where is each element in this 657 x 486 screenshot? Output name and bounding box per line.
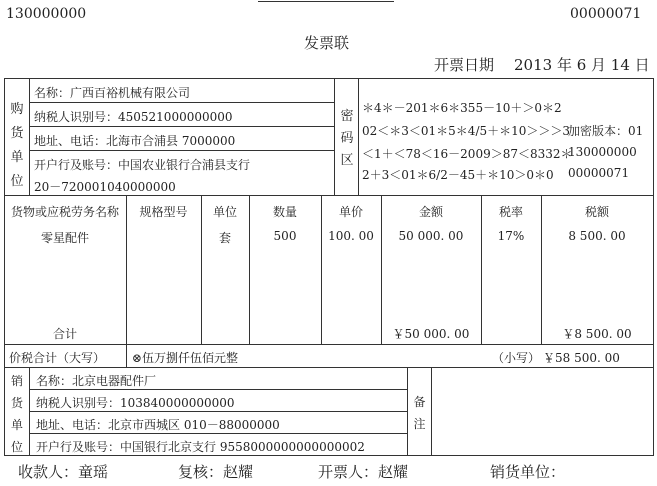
- seller-bank: 开户行及账号：中国银行北京支行 9558000000000000002: [36, 440, 365, 454]
- buyer-divider: [29, 78, 30, 195]
- invoice-number: 00000071: [570, 6, 642, 22]
- items-bottom: [4, 344, 654, 345]
- header-rule: [258, 1, 394, 2]
- cipher-line-4: 2＋3＜01＊6/2－45＋＊10＞0＊0: [362, 168, 554, 182]
- seller-row-line-2: [29, 411, 407, 412]
- drawer: 开票人：赵耀: [318, 463, 409, 481]
- cipher-line-3: ＜1＋＜78＜16－2009＞87＜8332＊: [362, 147, 573, 161]
- col-header-name: 货物或应税劳务名称: [10, 205, 119, 219]
- buyer-row-line-3: [29, 150, 334, 151]
- row-1-amount: 50 000. 00: [398, 229, 464, 243]
- seller-unit: 销货单位：: [490, 463, 566, 481]
- col-header-qty: 数量: [272, 205, 297, 219]
- invoice-code: 130000000: [6, 6, 87, 22]
- buyer-side-label: 购 货 单 位: [10, 102, 24, 189]
- buyer-cipher-divider: [334, 78, 335, 195]
- buyer-tax-id: 纳税人识别号：450521000000000: [34, 110, 233, 124]
- col-header-spec: 规格型号: [139, 205, 188, 219]
- seller-tax-id: 纳税人识别号：103840000000000: [36, 396, 235, 410]
- seller-row-line-1: [29, 389, 407, 390]
- buyer-address: 地址、电话：北海市合浦县 7000000: [34, 134, 236, 148]
- row-1-qty: 500: [273, 229, 297, 243]
- seller-side-label: 销 货 单 位: [10, 374, 23, 454]
- row-1-tax-rate: 17%: [497, 229, 525, 243]
- col-header-unit: 单位: [212, 205, 237, 219]
- grand-total-small-value: ￥58 500. 00: [543, 351, 620, 365]
- cipher-line-2: 02＜＊3＜01＊5＊4/5＋＊10＞＞＞3: [362, 124, 571, 138]
- col-header-tax-rate: 税率: [498, 205, 523, 219]
- buyer-bank-account: 20－720001040000000: [34, 180, 176, 194]
- grand-total-in-words: ⊗伍万捌仟伍佰元整: [132, 351, 239, 365]
- payee: 收款人：童瑶: [18, 463, 109, 481]
- row-1-price: 100. 00: [328, 229, 374, 243]
- seller-name: 名称：北京电器配件厂: [36, 374, 157, 388]
- seller-address: 地址、电话：北京市西城区 010－88000000: [36, 418, 280, 432]
- row-1-name: 零星配件: [40, 231, 89, 245]
- cipher-number: 00000071: [568, 166, 630, 180]
- col-header-tax-amount: 税额: [584, 205, 609, 219]
- row-1-tax-amount: 8 500. 00: [568, 229, 626, 243]
- page-title: 发票联: [304, 34, 350, 52]
- buyer-name: 名称：广西百裕机械有限公司: [34, 86, 191, 100]
- remark-label-divider: [431, 367, 432, 455]
- seller-row-line-3: [29, 433, 407, 434]
- issue-date-value: 2013 年 6 月 14 日: [514, 56, 650, 74]
- frame-right: [653, 78, 654, 456]
- total-amount: ￥50 000. 00: [392, 327, 470, 341]
- cipher-label-divider: [358, 78, 359, 195]
- grand-total-divider: [126, 344, 127, 367]
- grand-total-label: 价税合计（大写）: [9, 351, 106, 365]
- col-header-amount: 金额: [418, 205, 443, 219]
- cipher-line-1: ＊4＊－201＊6＊355－10＋＞0＊2: [362, 101, 562, 115]
- buyer-row-line-1: [29, 102, 334, 103]
- col-header-price: 单价: [338, 205, 363, 219]
- grand-total-bottom: [4, 367, 654, 368]
- issue-date-label: 开票日期: [434, 56, 495, 74]
- buyer-section-bottom: [4, 195, 654, 196]
- total-tax: ￥8 500. 00: [562, 327, 632, 341]
- frame-bottom: [4, 455, 654, 456]
- encryption-version: 加密版本：01: [568, 124, 644, 138]
- frame-top: [4, 78, 654, 79]
- grand-total-small-label: （小写）: [492, 351, 541, 365]
- total-label: 合计: [52, 327, 77, 341]
- frame-left: [4, 78, 5, 456]
- reviewer: 复核：赵耀: [178, 463, 254, 481]
- cipher-code: 130000000: [568, 145, 637, 159]
- row-1-unit: 套: [218, 231, 231, 245]
- buyer-bank: 开户行及账号：中国农业银行合浦县支行: [34, 158, 251, 172]
- remark-label: 备 注: [413, 395, 426, 431]
- buyer-row-line-2: [29, 126, 334, 127]
- cipher-label: 密 码 区: [340, 109, 354, 168]
